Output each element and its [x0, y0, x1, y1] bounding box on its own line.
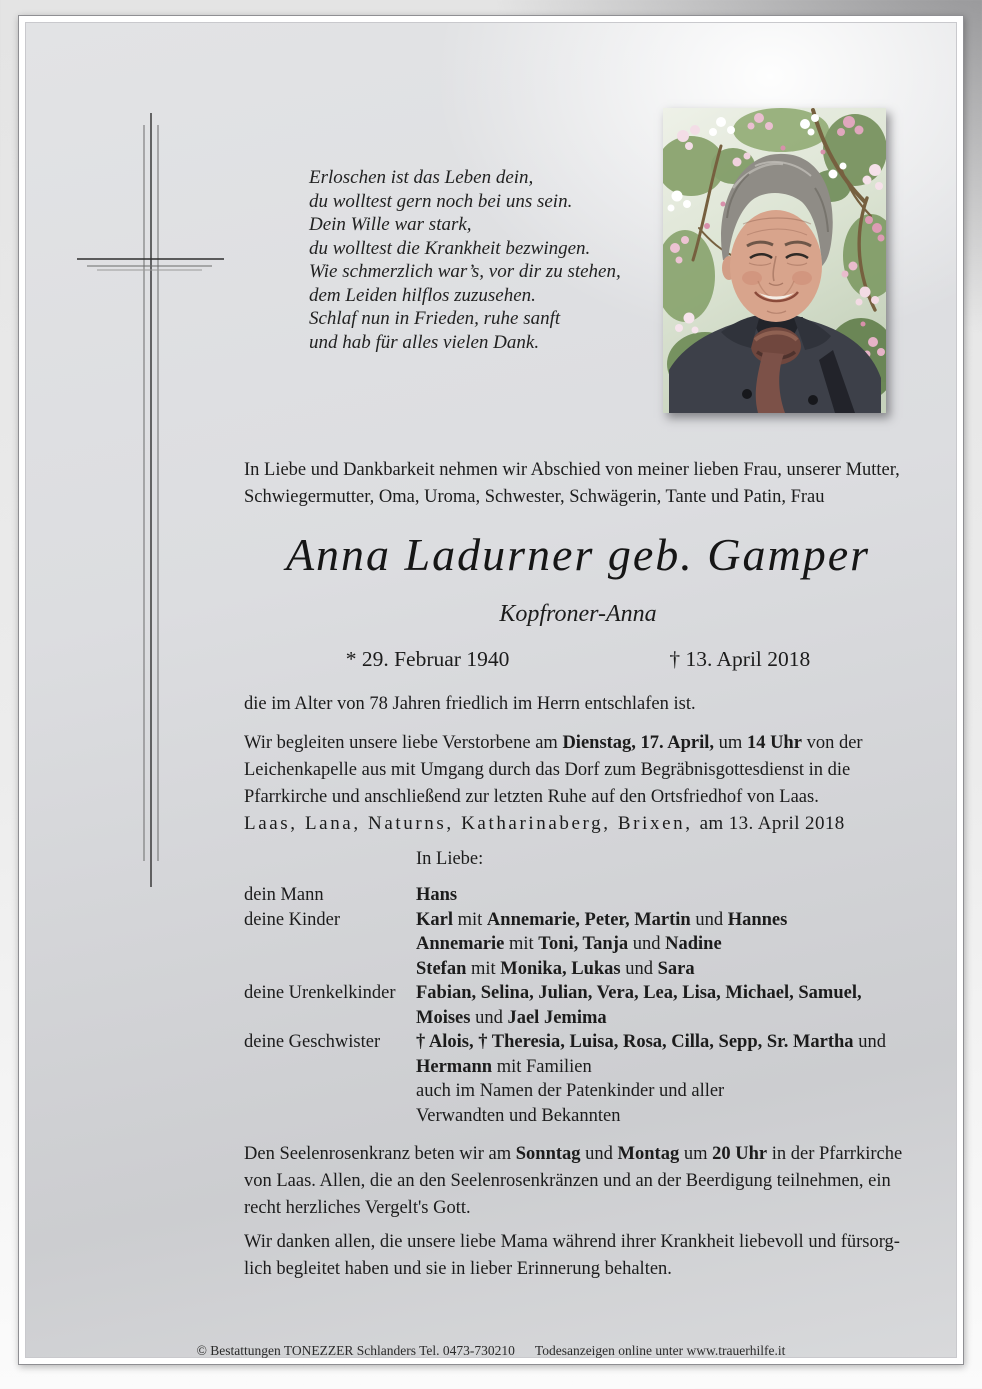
in-liebe-label: In Liebe:: [416, 849, 484, 869]
text-line: und hab für alles vielen Dank.: [309, 331, 540, 353]
family-names: [416, 883, 886, 908]
family-list: [244, 883, 886, 1128]
family-names-line: Hans: [416, 885, 458, 905]
family-names-line: Hermann mit Familien: [416, 1056, 592, 1077]
text-line: recht herzliches Vergelt's Gott.: [244, 1198, 471, 1218]
memorial-card-inner: [25, 22, 957, 1358]
text-line: du wolltest die Krankheit bezwingen.: [309, 237, 591, 259]
family-row: [244, 883, 886, 908]
text-line: Pfarrkirche und anschließend zur letzten Ruhe auf den Ortsfriedhof von Laas.: [244, 787, 819, 807]
life-dates: [244, 647, 912, 672]
family-relation-label: dein Mann: [244, 885, 324, 905]
house-name: Kopfroner-Anna: [499, 601, 657, 627]
text-line: Wir danken allen, die unsere liebe Mama während ihrer Krankheit liebevoll und fürsorg-: [244, 1232, 900, 1252]
text-line: Erloschen ist das Leben dein,: [309, 167, 534, 188]
portrait-photo: [663, 108, 886, 413]
text-line: lich begleitet haben und sie in lieber Erinnerung behalten.: [244, 1259, 672, 1279]
poem-block: [309, 166, 621, 354]
family-names-line: † Alois, † Theresia, Luisa, Rosa, Cilla, Sepp, Sr. Martha und: [416, 1032, 886, 1052]
intro-paragraph: [244, 457, 900, 511]
memorial-card: [18, 15, 964, 1365]
family-relation-label: deine Urenkelkinder: [244, 983, 396, 1003]
birth-date: * 29. Februar 1940: [345, 647, 510, 671]
family-row: [244, 1030, 886, 1128]
family-relation-label: deine Geschwister: [244, 1032, 381, 1052]
family-names-line: Stefan mit Monika, Lukas und Sara: [416, 958, 695, 979]
footer-funeral-home: © Bestattungen TONEZZER Schlanders Tel. 0473-730210: [196, 1343, 515, 1358]
text-line: Schwiegermutter, Oma, Uroma, Schwester, Schwägerin, Tante und Patin, Frau: [244, 487, 825, 507]
family-names: [416, 981, 886, 1030]
family-row: [244, 908, 886, 982]
text-line: Wie schmerzlich war’s, vor dir zu stehen,: [309, 261, 621, 282]
family-row: [244, 981, 886, 1030]
family-names-line: Fabian, Selina, Julian, Vera, Lea, Lisa, Michael, Samuel,: [416, 983, 862, 1003]
text-line: dem Leiden hilflos zuzusehen.: [309, 284, 536, 306]
text-line: Dein Wille war stark,: [309, 214, 472, 235]
family-names-line: Annemarie mit Toni, Tanja und Nadine: [416, 934, 722, 954]
text-line: Schlaf nun in Frieden, ruhe sanft: [309, 308, 561, 329]
family-names-line: Verwandten und Bekannten: [416, 1105, 621, 1126]
memorial-cross-icon: [61, 101, 241, 901]
text-line: In Liebe und Dankbarkeit nehmen wir Abschied von meiner lieben Frau, unserer Mutter,: [244, 460, 900, 480]
family-names-line: Karl mit Annemarie, Peter, Martin und Hannes: [416, 909, 788, 930]
text-line: Wir begleiten unsere liebe Verstorbene am Dienstag, 17. April, um 14 Uhr von der: [244, 733, 863, 753]
family-names: [416, 1030, 886, 1128]
portrait-image: [663, 108, 886, 413]
rosary-paragraph: [244, 1141, 902, 1222]
deceased-name: Anna Ladurner geb. Gamper: [285, 529, 871, 580]
footer-credit: [26, 1343, 956, 1359]
places-cities: Laas, Lana, Naturns, Katharinaberg, Brixen,: [244, 813, 693, 834]
family-names-line: Moises und Jael Jemima: [416, 1007, 607, 1028]
funeral-paragraph: [244, 730, 863, 811]
text-line: Leichenkapelle aus mit Umgang durch das Dorf zum Begräbnisgottesdienst in die: [244, 760, 851, 780]
text-line: von Laas. Allen, die an den Seelenrosenkränzen und an der Beerdigung teilnehmen, ein: [244, 1171, 891, 1191]
family-names-line: auch im Namen der Patenkinder und aller: [416, 1081, 725, 1101]
death-date: † 13. April 2018: [669, 647, 811, 671]
death-statement: die im Alter von 78 Jahren friedlich im Herrn entschlafen ist.: [244, 694, 696, 714]
footer-online-notice: Todesanzeigen online unter www.trauerhilfe.it: [534, 1343, 786, 1358]
family-relation-label: deine Kinder: [244, 909, 341, 930]
thanks-paragraph: [244, 1229, 900, 1283]
family-names: [416, 908, 886, 982]
places-date: am 13. April 2018: [699, 813, 845, 834]
text-line: du wolltest gern noch bei uns sein.: [309, 190, 573, 212]
places-date-line: [244, 813, 845, 835]
text-line: Den Seelenrosenkranz beten wir am Sonntag und Montag um 20 Uhr in der Pfarrkirche: [244, 1144, 903, 1164]
